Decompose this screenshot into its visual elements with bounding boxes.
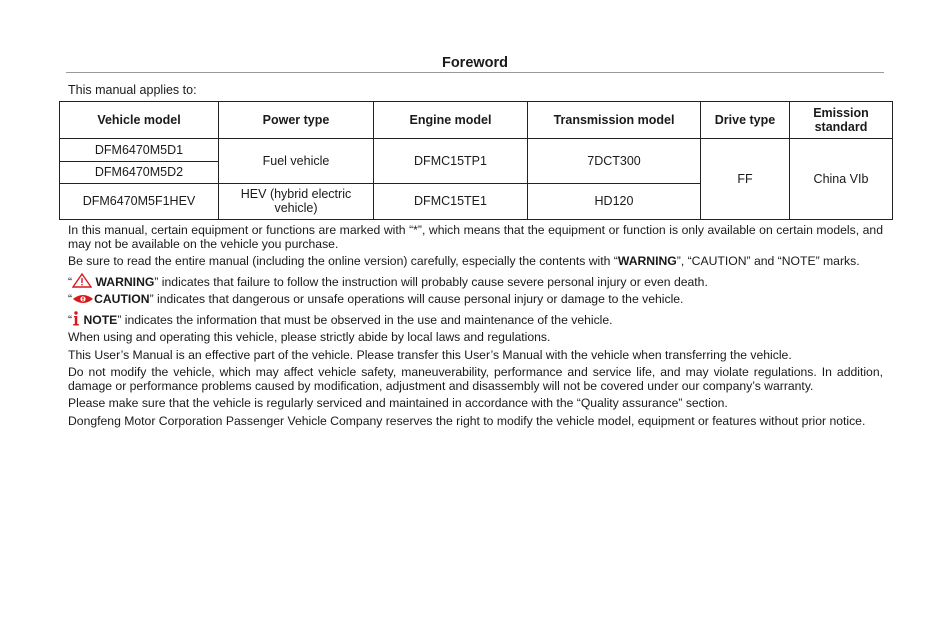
read-manual-warning-word: WARNING: [617, 254, 677, 268]
caution-text: ” indicates that dangerous or unsafe operations will cause personal injury or damage to the vehicle.: [149, 292, 684, 306]
paragraph-local-laws: When using and operating this vehicle, please strictly abide by local laws and regulations.: [68, 330, 551, 344]
cell-drive-type: FF: [701, 139, 790, 220]
paragraph-optional-equipment: In this manual, certain equipment or functions are marked with “*”, which means that the equipment or function is only available on certain models, and may not be available on the vehicle you purchase.: [68, 223, 883, 251]
table-row: [60, 139, 893, 161]
header-drive-type: Drive type: [701, 102, 790, 139]
read-manual-post: ”, “CAUTION” and “NOTE” marks.: [676, 254, 860, 268]
caution-definition: [68, 293, 883, 307]
note-info-icon: [72, 311, 80, 326]
header-engine-model: Engine model: [374, 102, 528, 139]
cell-emission-standard: China VIb: [790, 139, 893, 220]
warning-label: WARNING: [95, 274, 155, 289]
cell-engine-model: DFMC15TP1: [374, 139, 528, 183]
note-text: ” indicates the information that must be observed in the use and maintenance of the vehicle.: [117, 312, 613, 327]
paragraph-rights: Dongfeng Motor Corporation Passenger Vehicle Company reserves the right to modify the vehicle model, equipment or features without prior notice.: [68, 413, 866, 428]
warning-text: ” indicates that failure to follow the instruction will probably cause severe personal injury or even death.: [154, 274, 708, 289]
page-title: Foreword: [441, 55, 509, 71]
warning-definition: [68, 273, 883, 290]
read-manual-pre: Be sure to read the entire manual (including the online version) carefully, especially the contents with “: [68, 254, 618, 268]
note-label: NOTE: [83, 312, 118, 327]
vehicle-spec-table: [59, 101, 893, 220]
cell-vehicle-model: DFM6470M5D2: [60, 161, 219, 183]
applies-to-text: This manual applies to:: [68, 83, 197, 97]
caution-eye-icon: [72, 294, 94, 304]
cell-transmission-model: HD120: [528, 183, 701, 219]
foreword-body: [68, 224, 883, 432]
cell-engine-model: DFMC15TE1: [374, 183, 528, 219]
header-power-type: Power type: [219, 102, 374, 139]
cell-power-type: Fuel vehicle: [219, 139, 374, 183]
warning-triangle-icon: [72, 273, 92, 288]
cell-transmission-model: 7DCT300: [528, 139, 701, 183]
cell-vehicle-model: DFM6470M5D1: [60, 139, 219, 161]
warning-open-quote: “: [68, 274, 73, 289]
paragraph-modification: Do not modify the vehicle, which may affect vehicle safety, maneuverability, performance and service life, and may violate regulations. In addition, damage or performance problems caused by modification, adjustment and disassembly will not be covered under our company’s warranty.: [68, 365, 883, 393]
caution-label: CAUTION: [94, 292, 150, 306]
header-vehicle-model: Vehicle model: [60, 102, 219, 139]
header-emission-standard: Emission standard: [790, 102, 893, 139]
paragraph-service: Please make sure that the vehicle is regularly serviced and maintained in accordance with the “Quality assurance” section.: [68, 396, 728, 410]
cell-vehicle-model: DFM6470M5F1HEV: [60, 183, 219, 219]
table-header-row: [60, 102, 893, 139]
note-open-quote: “: [68, 312, 73, 327]
header-transmission-model: Transmission model: [528, 102, 701, 139]
paragraph-read-manual: [68, 255, 883, 269]
note-definition: [68, 311, 883, 328]
paragraph-manual-transfer: This User’s Manual is an effective part of the vehicle. Please transfer this User’s Manual with the vehicle when transferring the vehicle.: [68, 347, 792, 362]
caution-open-quote: “: [68, 292, 73, 306]
title-divider: [66, 72, 884, 73]
cell-power-type: HEV (hybrid electric vehicle): [219, 183, 374, 219]
